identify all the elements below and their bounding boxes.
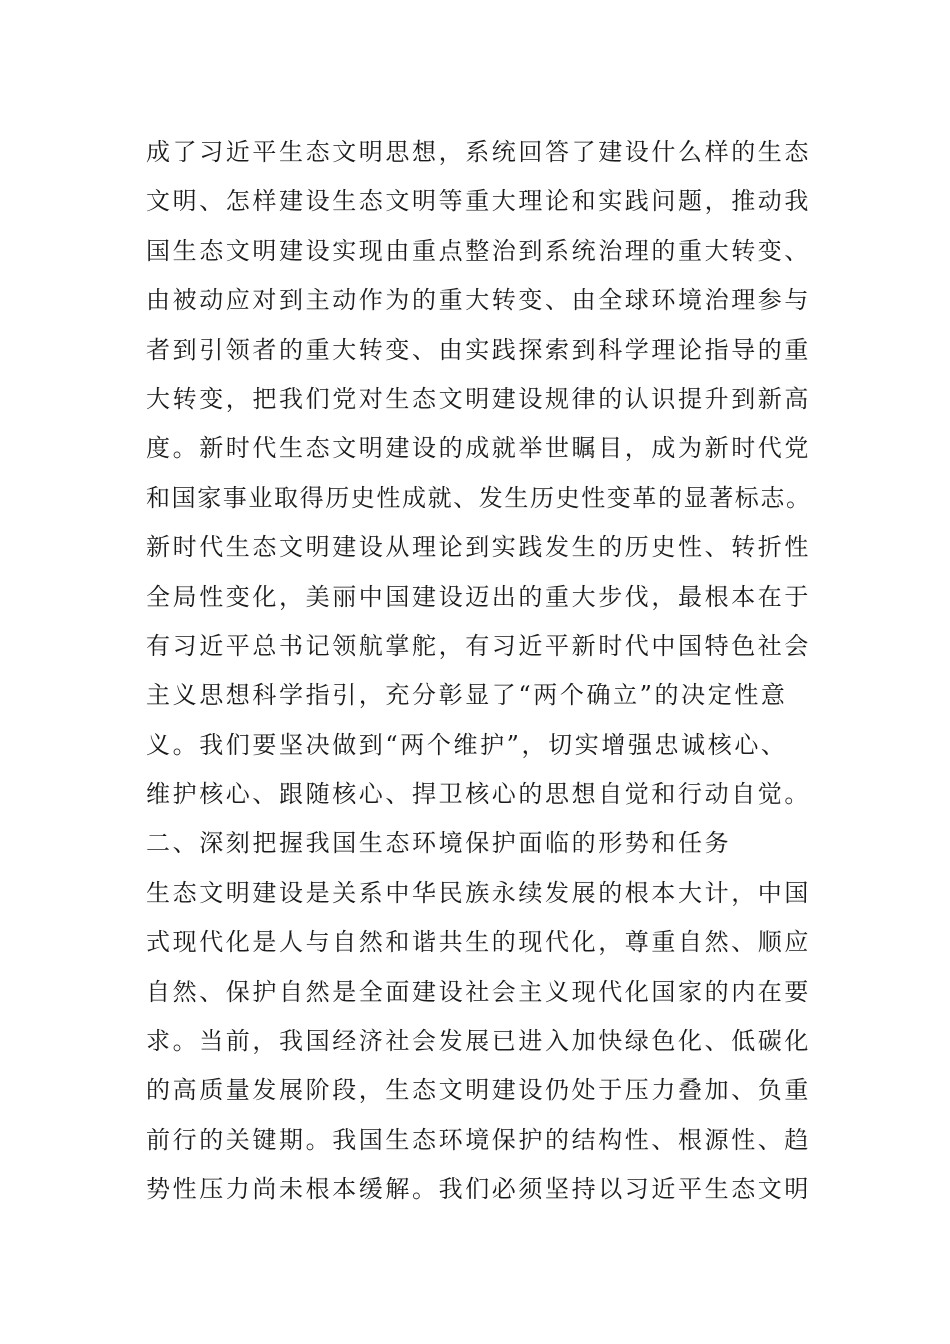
text-line: 由被动应对到主动作为的重大转变、由全球环境治理参与 bbox=[146, 286, 811, 315]
text-line: 生态文明建设是关系中华民族永续发展的根本大计，中国 bbox=[146, 878, 811, 907]
text-line: 大转变，把我们党对生态文明建设规律的认识提升到新高 bbox=[146, 384, 811, 413]
text-line: 全局性变化，美丽中国建设迈出的重大步伐，最根本在于 bbox=[146, 582, 811, 611]
text-line: 和国家事业取得历史性成就、发生历史性变革的显著标志。 bbox=[146, 483, 812, 512]
text-line: 势性压力尚未根本缓解。我们必须坚持以习近平生态文明 bbox=[146, 1175, 811, 1204]
text-line: 维护核心、跟随核心、捍卫核心的思想自觉和行动自觉。 bbox=[146, 780, 811, 809]
text-line: 成了习近平生态文明思想，系统回答了建设什么样的生态 bbox=[146, 138, 811, 166]
text-line: 的高质量发展阶段，生态文明建设仍处于压力叠加、负重 bbox=[146, 1076, 811, 1105]
text-line: 文明、怎样建设生态文明等重大理论和实践问题，推动我 bbox=[146, 187, 811, 216]
section-heading: 二、深刻把握我国生态环境保护面临的形势和任务 bbox=[146, 829, 732, 858]
text-line: 者到引领者的重大转变、由实践探索到科学理论指导的重 bbox=[146, 335, 811, 364]
text-line: 求。当前，我国经济社会发展已进入加快绿色化、低碳化 bbox=[146, 1027, 811, 1056]
text-line: 前行的关键期。我国生态环境保护的结构性、根源性、趋 bbox=[146, 1125, 811, 1154]
text-line: 主义思想科学指引，充分彰显了“两个确立”的决定性意 bbox=[146, 681, 788, 710]
text-line: 国生态文明建设实现由重点整治到系统治理的重大转变、 bbox=[146, 236, 811, 265]
text-line: 新时代生态文明建设从理论到实践发生的历史性、转折性 bbox=[146, 533, 811, 562]
body-text bbox=[146, 128, 816, 1215]
text-line: 度。新时代生态文明建设的成就举世瞩目，成为新时代党 bbox=[146, 434, 811, 463]
text-line: 义。我们要坚决做到“两个维护”，切实增强忠诚核心、 bbox=[146, 730, 788, 759]
text-line: 自然、保护自然是全面建设社会主义现代化国家的内在要 bbox=[146, 977, 811, 1006]
text-line: 有习近平总书记领航掌舵，有习近平新时代中国特色社会 bbox=[146, 631, 811, 660]
text-line: 式现代化是人与自然和谐共生的现代化，尊重自然、顺应 bbox=[146, 928, 811, 957]
